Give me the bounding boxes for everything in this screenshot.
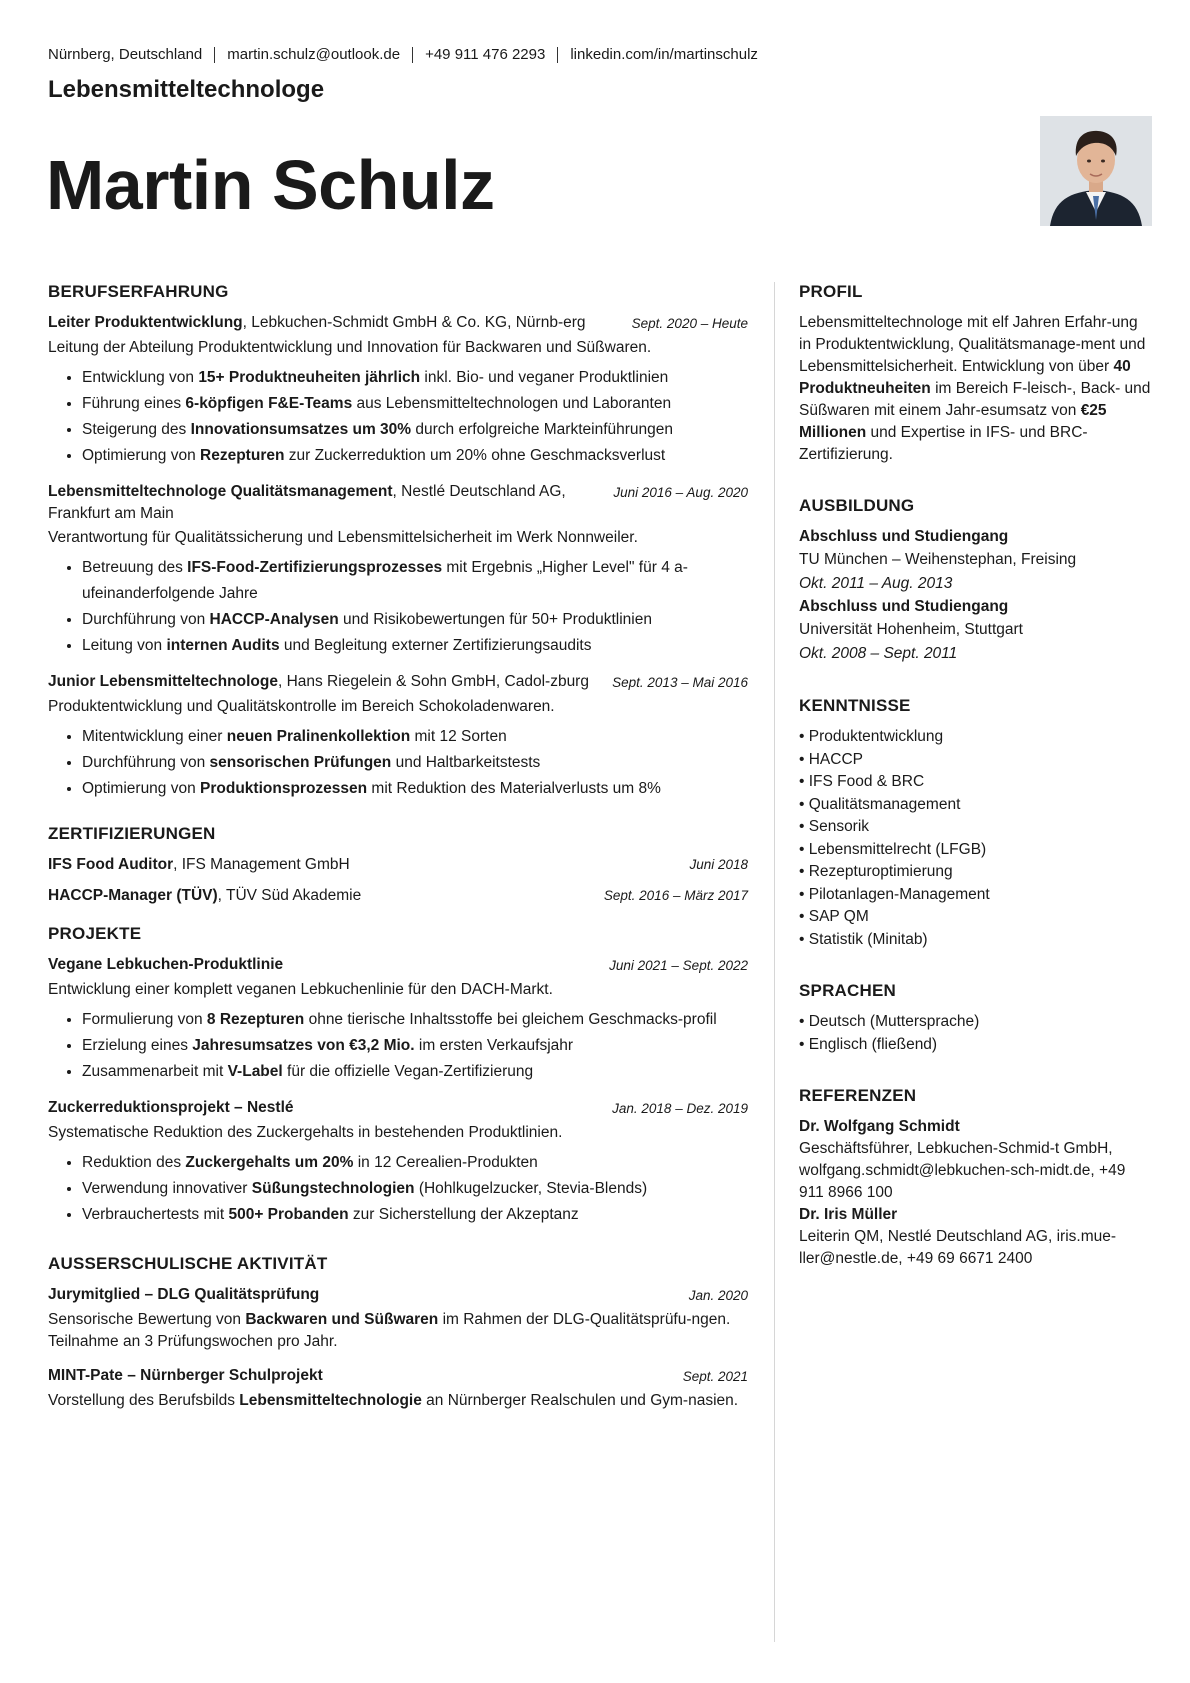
- list-item: • Verbrauchertests mit 500+ Probanden zur Sicherstellung der Akzeptanz: [82, 1202, 748, 1228]
- candidate-name: Martin Schulz: [46, 146, 495, 224]
- list-item: • Leitung von internen Audits und Begleitung externer Zertifizierungsaudits: [82, 633, 748, 659]
- experience-entry: [48, 312, 748, 469]
- list-item: • SAP QM: [799, 906, 1151, 929]
- certification-name: HACCP-Manager (TÜV): [48, 887, 218, 904]
- activity-entry: [48, 1284, 748, 1353]
- contact-email[interactable]: martin.schulz@outlook.de: [227, 46, 401, 63]
- main-column: [48, 282, 748, 1424]
- certification-item: [48, 885, 748, 907]
- education-school: Universität Hohenheim, Stuttgart: [799, 621, 1023, 638]
- section-title-activities: AUSSERSCHULISCHE AKTIVITÄT: [48, 1254, 328, 1273]
- certification-date: Sept. 2016 – März 2017: [603, 888, 748, 903]
- skills-list: [799, 726, 1151, 951]
- reference-entry: [799, 1116, 1151, 1204]
- list-item: • Formulierung von 8 Rezepturen ohne tierische Inhaltsstoffe bei gleichem Geschmacks-profil: [82, 1007, 748, 1033]
- reference-name: Dr. Iris Müller: [799, 1206, 898, 1223]
- experience-dates: Sept. 2013 – Mai 2016: [612, 675, 748, 690]
- education-degree: Abschluss und Studiengang: [799, 598, 1009, 615]
- reference-details: Geschäftsführer, Lebkuchen-Schmid-t GmbH, wolfgang.schmidt@lebkuchen-sch-midt.de, +49 911 8966 100: [799, 1140, 1126, 1201]
- experience-company: , Hans Riegelein & Sohn GmbH, Cadol-zburg: [277, 673, 589, 690]
- section-title-references: REFERENZEN: [799, 1086, 917, 1105]
- list-item: • Durchführung von HACCP-Analysen und Risikobewertungen für 50+ Produktlinien: [82, 607, 748, 633]
- column-divider: [774, 282, 775, 1642]
- experience-company: , Lebkuchen-Schmidt GmbH & Co. KG, Nürnb-erg: [242, 314, 586, 331]
- experience-role: Junior Lebensmitteltechnologe: [48, 673, 278, 690]
- list-item: • Führung eines 6-köpfigen F&E-Teams aus Lebensmitteltechnologen und Laboranten: [82, 391, 748, 417]
- list-item: • Erzielung eines Jahresumsatzes von €3,2 Mio. im ersten Verkaufsjahr: [82, 1033, 748, 1059]
- list-item: • Sensorik: [799, 816, 1151, 839]
- profile-summary: Lebensmitteltechnologe mit elf Jahren Erfahr-ung in Produktentwicklung, Qualitätsmanage-ment und Lebensmittelsicherheit. Entwicklung von über 40 Produktneuheiten im Bereich F-leisch-, Back- und Süßwaren mit einem Jahr-esumsatz von €25 Millionen und Expertise in IFS- und BRC-Zertifizierung.: [799, 314, 1151, 463]
- contact-location: Nürnberg, Deutschland: [48, 46, 203, 63]
- experience-dates: Juni 2016 – Aug. 2020: [613, 485, 748, 500]
- activity-entry: [48, 1365, 748, 1412]
- list-item: • IFS Food & BRC: [799, 771, 1151, 794]
- activity-title: Jurymitglied – DLG Qualitätsprüfung: [48, 1286, 320, 1303]
- experience-description: Verantwortung für Qualitätssicherung und Lebensmittelsicherheit im Werk Nonnweiler.: [48, 529, 638, 546]
- project-entry: [48, 954, 748, 1085]
- activity-date: Sept. 2021: [682, 1369, 748, 1384]
- education-degree: Abschluss und Studiengang: [799, 528, 1009, 545]
- list-item: • Steigerung des Innovationsumsatzes um 30% durch erfolgreiche Markteinführungen: [82, 417, 748, 443]
- section-title-certifications: ZERTIFIZIERUNGEN: [48, 824, 216, 843]
- list-item: • Lebensmittelrecht (LFGB): [799, 839, 1151, 862]
- list-item: • Durchführung von sensorischen Prüfungen und Haltbarkeitstests: [82, 750, 748, 776]
- experience-dates: Sept. 2020 – Heute: [631, 316, 748, 331]
- list-item: • Deutsch (Muttersprache): [799, 1011, 1151, 1034]
- list-item: • Zusammenarbeit mit V-Label für die offizielle Vegan-Zertifizierung: [82, 1059, 748, 1085]
- activity-title: MINT-Pate – Nürnberger Schulprojekt: [48, 1367, 323, 1384]
- list-item: • Entwicklung von 15+ Produktneuheiten jährlich inkl. Bio- und veganer Produktlinien: [82, 365, 748, 391]
- list-item: • Englisch (fließend): [799, 1034, 1151, 1057]
- reference-entry: [799, 1204, 1151, 1270]
- education-school: TU München – Weihenstephan, Freising: [799, 551, 1077, 568]
- list-item: • Statistik (Minitab): [799, 929, 1151, 952]
- certification-name: IFS Food Auditor: [48, 856, 174, 873]
- sidebar-column: [799, 282, 1151, 1270]
- project-title: Vegane Lebkuchen-Produktlinie: [48, 956, 284, 973]
- project-dates: Juni 2021 – Sept. 2022: [609, 958, 748, 973]
- contact-phone: +49 911 476 2293: [425, 46, 546, 63]
- section-title-profile: PROFIL: [799, 282, 863, 301]
- list-item: • Pilotanlagen-Management: [799, 884, 1151, 907]
- certification-date: Juni 2018: [689, 857, 748, 872]
- contact-separator: [214, 47, 215, 63]
- profile-photo: [1040, 116, 1152, 226]
- list-item: • Rezepturoptimierung: [799, 861, 1151, 884]
- portrait-image: [1040, 116, 1152, 226]
- activity-date: Jan. 2020: [688, 1288, 748, 1303]
- project-description: Systematische Reduktion des Zuckergehalts in bestehenden Produktlinien.: [48, 1124, 563, 1141]
- education-entry: [799, 596, 1151, 666]
- project-title: Zuckerreduktionsprojekt – Nestlé: [48, 1099, 294, 1116]
- reference-details: Leiterin QM, Nestlé Deutschland AG, iris.mue-ller@nestle.de, +49 69 6671 2400: [799, 1228, 1117, 1267]
- list-item: • Mitentwicklung einer neuen Pralinenkollektion mit 12 Sorten: [82, 724, 748, 750]
- education-entry: [799, 526, 1151, 596]
- list-item: • Optimierung von Rezepturen zur Zuckerreduktion um 20% ohne Geschmacksverlust: [82, 443, 748, 469]
- experience-description: Produktentwicklung und Qualitätskontrolle im Bereich Schokoladenwaren.: [48, 698, 555, 715]
- contact-separator: [412, 47, 413, 63]
- project-dates: Jan. 2018 – Dez. 2019: [612, 1101, 748, 1116]
- education-dates: Okt. 2011 – Aug. 2013: [799, 575, 953, 592]
- list-item: • Produktentwicklung: [799, 726, 1151, 749]
- job-title: Lebensmitteltechnologe: [48, 76, 325, 103]
- experience-role: Leiter Produktentwicklung: [48, 314, 243, 331]
- experience-entry: [48, 671, 748, 802]
- activity-description: Vorstellung des Berufsbilds Lebensmitteltechnologie an Nürnberger Realschulen und Gym-nasien.: [48, 1392, 739, 1409]
- project-entry: [48, 1097, 748, 1228]
- list-item: • Optimierung von Produktionsprozessen mit Reduktion des Materialverlusts um 8%: [82, 776, 748, 802]
- experience-entry: [48, 481, 748, 659]
- list-item: • Qualitätsmanagement: [799, 794, 1151, 817]
- contact-separator: [557, 47, 558, 63]
- certification-issuer: , IFS Management GmbH: [173, 856, 350, 873]
- experience-company: , Nestlé Deutschland AG, Frankfurt am Main: [48, 483, 566, 522]
- languages-list: [799, 1011, 1151, 1056]
- experience-description: Leitung der Abteilung Produktentwicklung und Innovation für Backwaren und Süßwaren.: [48, 339, 652, 356]
- list-item: • Reduktion des Zuckergehalts um 20% in 12 Cerealien-Produkten: [82, 1150, 748, 1176]
- section-title-projects: PROJEKTE: [48, 924, 142, 943]
- section-title-languages: SPRACHEN: [799, 981, 897, 1000]
- certification-issuer: , TÜV Süd Akademie: [217, 887, 362, 904]
- section-title-experience: BERUFSERFAHRUNG: [48, 282, 229, 301]
- contact-line: [48, 46, 758, 63]
- list-item: • Betreuung des IFS-Food-Zertifizierungsprozesses mit Ergebnis „Higher Level" für 4 a-ufeinanderfolgende Jahre: [82, 555, 748, 607]
- experience-role: Lebensmitteltechnologe Qualitätsmanagement: [48, 483, 393, 500]
- project-description: Entwicklung einer komplett veganen Lebkuchenlinie für den DACH-Markt.: [48, 981, 553, 998]
- reference-name: Dr. Wolfgang Schmidt: [799, 1118, 960, 1135]
- certification-item: [48, 854, 748, 876]
- activity-description: Sensorische Bewertung von Backwaren und Süßwaren im Rahmen der DLG-Qualitätsprüfu-ngen. Teilnahme an 3 Prüfungswochen pro Jahr.: [48, 1311, 731, 1350]
- education-dates: Okt. 2008 – Sept. 2011: [799, 645, 958, 662]
- section-title-education: AUSBILDUNG: [799, 496, 915, 515]
- list-item: • HACCP: [799, 749, 1151, 772]
- list-item: • Verwendung innovativer Süßungstechnologien (Hohlkugelzucker, Stevia-Blends): [82, 1176, 748, 1202]
- section-title-skills: KENNTNISSE: [799, 696, 911, 715]
- contact-linkedin[interactable]: linkedin.com/in/martinschulz: [570, 46, 758, 63]
